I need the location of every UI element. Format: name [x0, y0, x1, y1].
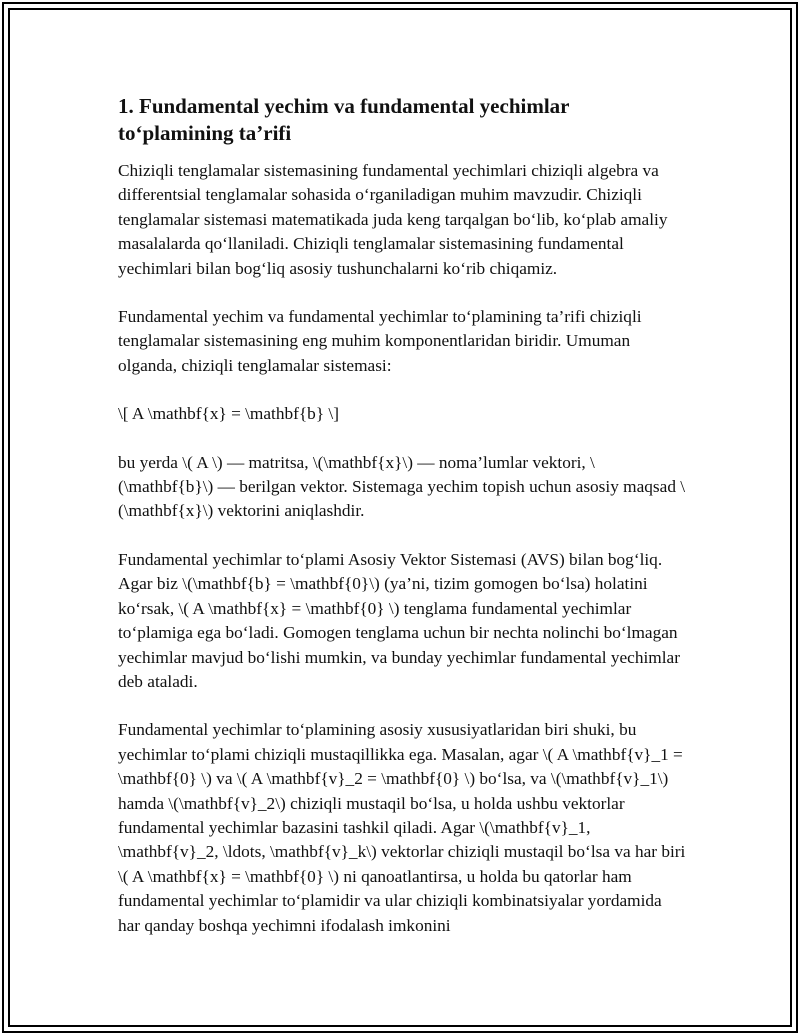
- document-body: [118, 93, 688, 962]
- paragraph-intro: Chiziqli tenglamalar sistemasining fundamental yechimlari chiziqli algebra va differentsial tenglamalar sohasida o‘rganiladigan muhim mavzudir. Chiziqli tenglamalar sistemasi matematikada juda keng tarqalgan bo‘lib, ko‘plab amaliy masalalarda qo‘llaniladi. Chiziqli tenglamalar sistemasining fundamental yechimlari bilan bog‘liq asosiy tushunchalarni ko‘rib chiqamiz.: [118, 161, 668, 278]
- section-heading: 1. Fundamental yechim va fundamental yechimlar to‘plamining ta’rifi: [118, 94, 570, 145]
- paragraph-notation: bu yerda \( A \) — matritsa, \(\mathbf{x}\) — noma’lumlar vektori, \(\mathbf{b}\) — berilgan vektor. Sistemaga yechim topish uchun asosiy maqsad \(\mathbf{x}\) vektorini aniqlashdir.: [118, 452, 686, 521]
- paragraph-independence: Fundamental yechimlar to‘plamining asosiy xususiyatlaridan biri shuki, bu yechimlar to‘plami chiziqli mustaqillikka ega. Masalan, agar \( A \mathbf{v}_1 = \mathbf{0} \) va \( A \mathbf{v}_2 = \mathbf{0} \) bo‘lsa, va \(\mathbf{v}_1\) hamda \(\mathbf{v}_2\) chiziqli mustaqil bo‘lsa, u holda ushbu vektorlar fundamental yechimlar bazasini tashkil qiladi. Agar \(\mathbf{v}_1, \mathbf{v}_2, \ldots, \mathbf{v}_k\) vektorlar chiziqli mustaqil bo‘lsa va har biri \( A \mathbf{x} = \mathbf{0} \) ni qanoatlantirsa, u holda bu qatorlar ham fundamental yechimlar to‘plamidir va ular chiziqli kombinatsiyalar yordamida har qanday boshqa yechimni ifodalash imkonini: [118, 720, 686, 935]
- paragraph-definition: Fundamental yechim va fundamental yechimlar to‘plamining ta’rifi chiziqli tenglamalar sistemasining eng muhim komponentlaridan biridir. Umuman olganda, chiziqli tenglamalar sistemasi:: [118, 307, 642, 375]
- equation-system: \[ A \mathbf{x} = \mathbf{b} \]: [118, 404, 339, 424]
- paragraph-homogeneous: Fundamental yechimlar to‘plami Asosiy Vektor Sistemasi (AVS) bilan bog‘liq. Agar biz \(\mathbf{b} = \mathbf{0}\) (ya’ni, tizim gomogen bo‘lsa) holatini ko‘rsak, \( A \mathbf{x} = \mathbf{0} \) tenglama fundamental yechimlar to‘plamiga ega bo‘ladi. Gomogen tenglama uchun bir nechta nolinchi bo‘lmagan yechimlar mavjud bo‘lishi mumkin, va bunday yechimlar fundamental yechimlar deb ataladi.: [118, 549, 680, 691]
